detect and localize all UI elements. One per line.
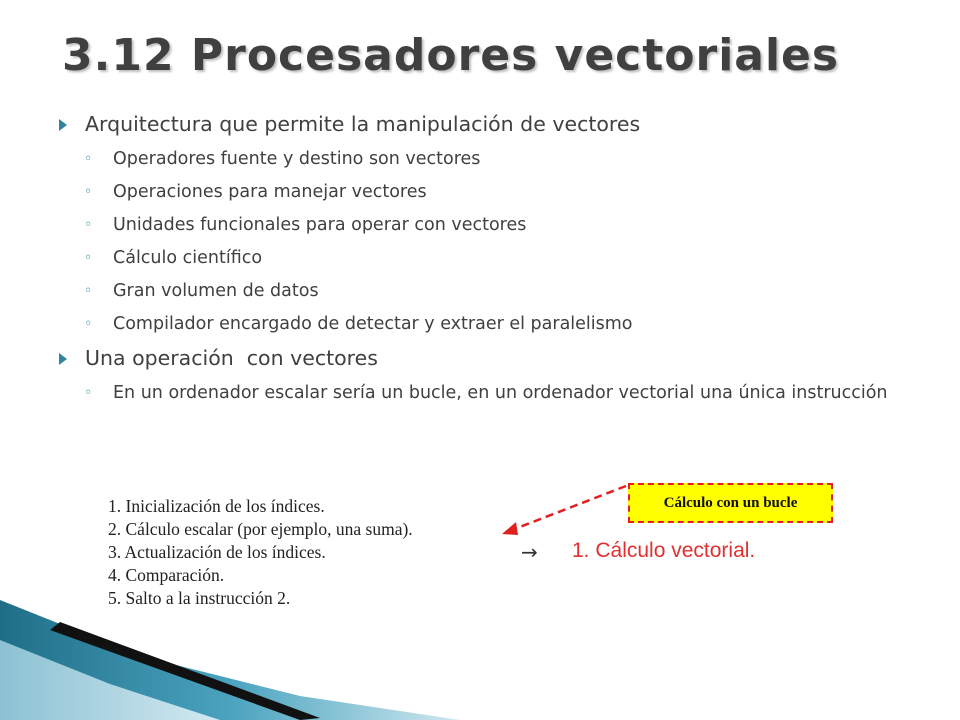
bullet-text: Operadores fuente y destino son vectores: [113, 149, 481, 169]
vector-calc-label: 1. Cálculo vectorial.: [572, 539, 756, 562]
corner-swoosh-decoration: [0, 600, 460, 720]
step-item: 4. Comparación.: [108, 565, 225, 585]
step-item: 1. Inicialización de los índices.: [108, 496, 325, 516]
right-arrow-icon: →: [521, 540, 538, 564]
slide-title: 3.12 Procesadores vectoriales: [62, 30, 840, 81]
bullet-text: Unidades funcionales para operar con vectores: [113, 215, 527, 235]
circle-bullet-icon: ◦: [84, 385, 93, 401]
bullet-text: Operaciones para manejar vectores: [113, 182, 427, 202]
bullet-text: Cálculo científico: [113, 248, 263, 268]
circle-bullet-icon: ◦: [84, 151, 93, 167]
circle-bullet-icon: ◦: [84, 283, 93, 299]
bullet-text: Gran volumen de datos: [113, 281, 319, 301]
circle-bullet-icon: ◦: [84, 250, 93, 266]
step-item: 2. Cálculo escalar (por ejemplo, una suma).: [108, 519, 413, 539]
circle-bullet-icon: ◦: [84, 217, 93, 233]
circle-bullet-icon: ◦: [84, 184, 93, 200]
bullet-text: En un ordenador escalar sería un bucle, en un ordenador vectorial una única instrucción: [113, 383, 888, 403]
bullet-text: Arquitectura que permite la manipulación de vectores: [85, 112, 641, 136]
loop-callout-box: Cálculo con un bucle: [628, 483, 833, 523]
circle-bullet-icon: ◦: [84, 316, 93, 332]
step-item: 5. Salto a la instrucción 2.: [108, 588, 291, 608]
bullet-text: Una operación con vectores: [85, 346, 378, 370]
step-item: 3. Actualización de los índices.: [108, 542, 326, 562]
bullet-text: Compilador encargado de detectar y extraer el paralelismo: [113, 314, 633, 334]
